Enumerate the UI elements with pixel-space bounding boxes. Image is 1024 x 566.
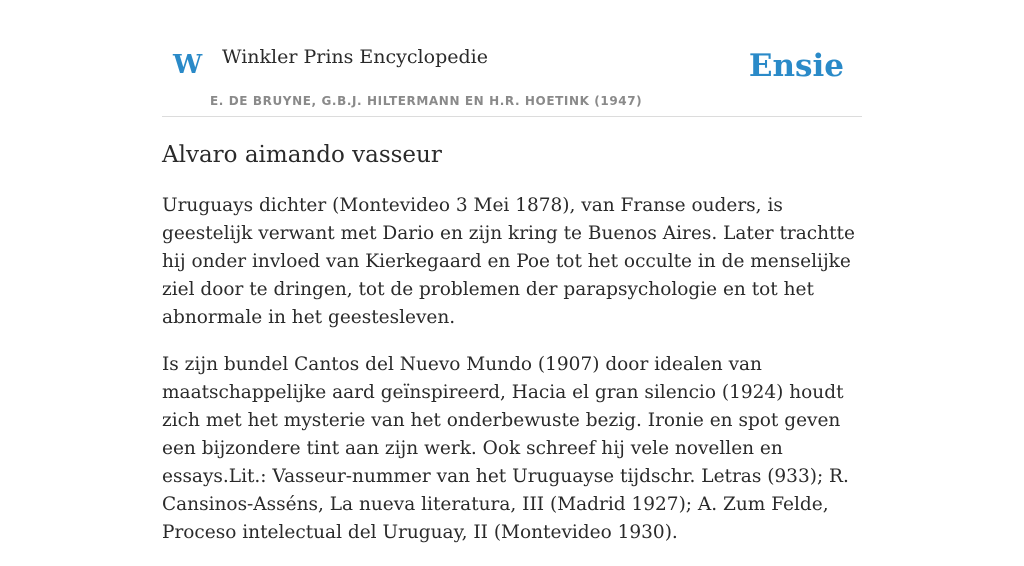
encyclopedia-name[interactable]: Winkler Prins Encyclopedie <box>222 46 488 68</box>
article-paragraph: Is zijn bundel Cantos del Nuevo Mundo (1907) door idealen van maatschappelijke aard geïnspireerd, Hacia el gran silencio (1924) houdt zich met het mysterie van het onderbewuste bezig. Ironie en spot geven een bijzondere tint aan zijn werk. Ook schreef hij vele novellen en essays.Lit.: Vasseur-nummer van het Uruguayse tijdschr. Letras (933); R. Cansinos-Asséns, La nueva literatura, III (Madrid 1927); A. Zum Felde, Proceso intelectual del Uruguay, II (Montevideo 1930). <box>162 354 849 543</box>
encyclopedia-logo-icon[interactable]: W <box>173 50 203 80</box>
article-paragraph: Uruguays dichter (Montevideo 3 Mei 1878), van Franse ouders, is geestelijk verwant met Dario en zijn kring te Buenos Aires. Later trachtte hij onder invloed van Kierkegaard en Poe tot het occulte in de menselijke ziel door te dringen, tot de problemen der parapsychologie en tot het abnormale in het geestesleven. <box>162 195 855 328</box>
encyclopedia-authors: E. DE BRUYNE, G.B.J. HILTERMANN EN H.R. HOETINK (1947) <box>210 94 643 108</box>
site-header <box>162 0 862 117</box>
ensie-brand-logo[interactable]: Ensie <box>748 48 844 84</box>
article <box>162 138 862 566</box>
article-title: Alvaro aimando vasseur <box>162 142 442 168</box>
